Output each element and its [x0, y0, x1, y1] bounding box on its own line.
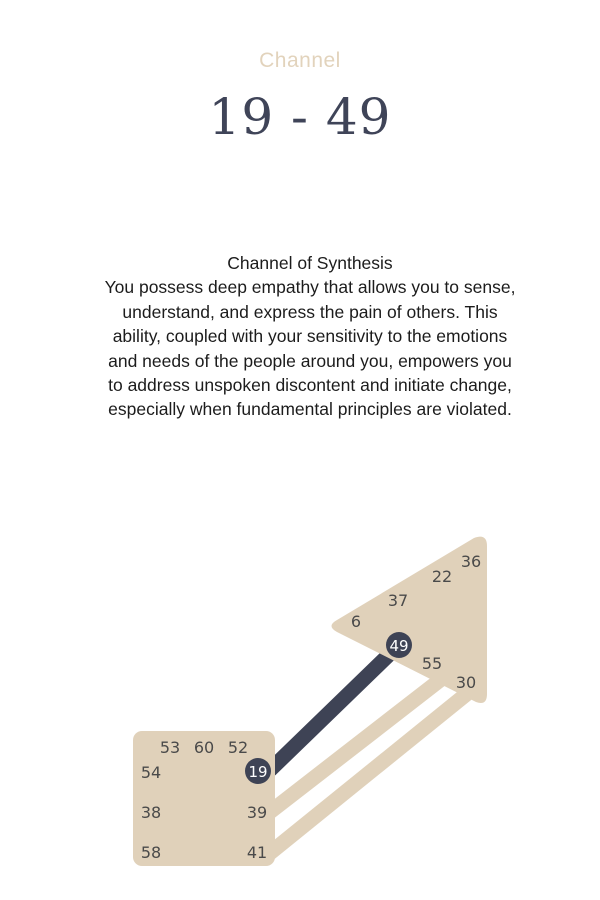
gate-39: 39: [246, 803, 268, 822]
channel-description-body: You possess deep empathy that allows you to sense, understand, and express the pain of others. This ability, coupled with your sensitivity to the emotions and needs of the people around you, empowers you to address unspoken discontent and initiate change, especially when fundamental principles are violated.: [104, 277, 516, 420]
gate-6: 6: [350, 612, 362, 631]
gate-37: 37: [387, 591, 409, 610]
gate-19[interactable]: 19: [248, 763, 268, 781]
channel-name: Channel of Synthesis: [227, 253, 393, 273]
gate-60: 60: [193, 738, 215, 757]
gate-30: 30: [455, 673, 477, 692]
channel-eyebrow: Channel: [259, 49, 341, 72]
gate-36: 36: [460, 552, 482, 571]
gate-55: 55: [421, 654, 443, 673]
channel-41-30: [270, 688, 474, 853]
gate-58: 58: [140, 843, 162, 862]
channel-19-49[interactable]: [270, 644, 400, 770]
gate-52: 52: [227, 738, 249, 757]
gate-22: 22: [431, 567, 453, 586]
gate-41: 41: [246, 843, 268, 862]
gate-49[interactable]: 49: [389, 637, 409, 655]
gate-53: 53: [159, 738, 181, 757]
gate-54: 54: [140, 763, 162, 782]
gate-38: 38: [140, 803, 162, 822]
channel-number: 19 - 49: [208, 88, 392, 146]
